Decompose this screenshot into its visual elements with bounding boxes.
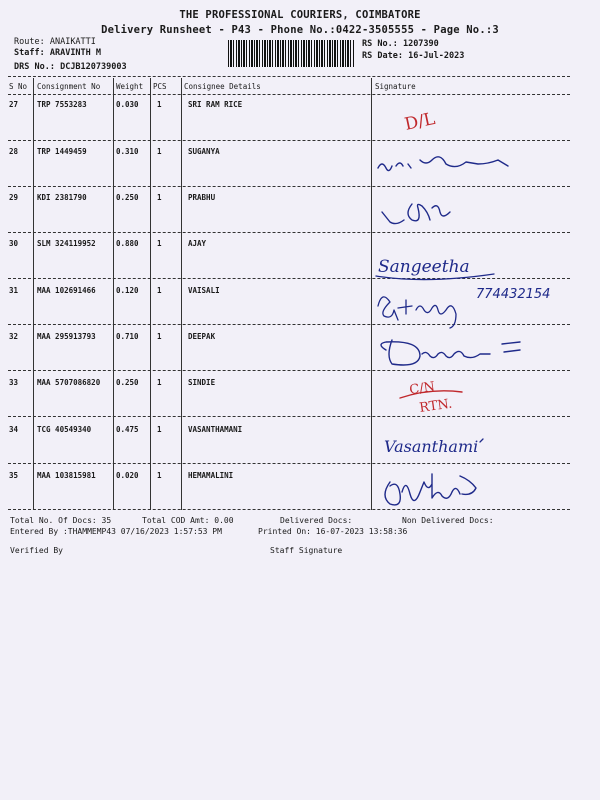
row-pcs: 1: [157, 239, 162, 248]
row-sno: 31: [9, 286, 19, 295]
row-consignee: VAISALI: [188, 286, 220, 295]
rs-date-label: RS Date:: [362, 51, 403, 61]
handwriting-phone: 774432154: [476, 287, 551, 302]
col-sno: S No: [9, 82, 28, 91]
printed-on: Printed On: 16-07-2023 13:58:36: [258, 527, 408, 536]
handwriting-cn: C/N: [408, 379, 437, 398]
row-consignment: MAA 5707086820: [37, 378, 101, 387]
header-top-rule: [8, 76, 570, 77]
signature-row-31: [378, 287, 550, 328]
row-sno: 34: [9, 425, 19, 434]
row-consignment: MAA 102691466: [37, 286, 96, 295]
row-pcs: 1: [157, 147, 162, 156]
row-pcs: 1: [157, 100, 162, 109]
row-consignee: SINDIE: [188, 378, 216, 387]
staff-label: Staff:: [14, 48, 45, 58]
row-sno: 29: [9, 193, 19, 202]
col-signature: Signature: [375, 82, 416, 91]
row-weight: 0.880: [116, 239, 139, 248]
row-pcs: 1: [157, 471, 162, 480]
drs-label: DRS No.:: [14, 62, 55, 72]
col-divider: [181, 78, 182, 510]
row-consignment: KDI 2381790: [37, 193, 87, 202]
entered-by: Entered By :THAMMEMP43 07/16/2023 1:57:53 PM: [10, 527, 222, 536]
route-label: Route:: [14, 37, 45, 47]
row-pcs: 1: [157, 425, 162, 434]
row-weight: 0.250: [116, 193, 139, 202]
staff-line: [14, 48, 101, 58]
route-value: ANAIKATTI: [49, 37, 96, 47]
signature-row-29: [382, 204, 450, 224]
row-consignment: TRP 7553283: [37, 100, 87, 109]
row-consignment: MAA 103815981: [37, 471, 96, 480]
header-bottom-rule: [8, 94, 570, 95]
row-consignee: SUGANYA: [188, 147, 220, 156]
row-sno: 30: [9, 239, 19, 248]
signature-row-34: [384, 437, 483, 456]
signature-row-27: [403, 109, 437, 135]
row-pcs: 1: [157, 332, 162, 341]
row-consignee: VASANTHAMANI: [188, 425, 243, 434]
row-sno: 35: [9, 471, 19, 480]
signature-row-28: [378, 157, 508, 171]
row-consignee: HEMAMALINI: [188, 471, 234, 480]
col-weight: Weight: [116, 82, 144, 91]
row-consignment: TCG 40549340: [37, 425, 92, 434]
handwriting-vasanthami: Vasanthami: [384, 437, 479, 456]
drs-line: [14, 62, 127, 72]
col-divider: [33, 78, 34, 510]
staff-value: ARAVINTH M: [49, 48, 102, 58]
signature-row-35: [385, 474, 476, 505]
rs-date-value: 16-Jul-2023: [408, 51, 465, 61]
verified-by: Verified By: [10, 546, 63, 555]
signature-row-30: [376, 257, 494, 280]
row-consignee: PRABHU: [188, 193, 216, 202]
row-sno: 32: [9, 332, 19, 341]
runsheet-subtitle: Delivery Runsheet - P43 - Phone No.:0422-3505555 - Page No.:3: [101, 24, 499, 36]
col-consignment: Consignment No: [37, 82, 101, 91]
delivered-docs: Delivered Docs:: [280, 516, 353, 525]
row-consignment: TRP 1449459: [37, 147, 87, 156]
signature-row-33: [400, 380, 462, 416]
drs-value: DCJB120739003: [60, 62, 127, 72]
row-weight: 0.120: [116, 286, 139, 295]
handwriting-dl: D/L: [402, 108, 438, 135]
col-consignee: Consignee Details: [184, 82, 261, 91]
rs-date-line: [362, 51, 464, 61]
company-title: THE PROFESSIONAL COURIERS, COIMBATORE: [179, 9, 421, 21]
staff-signature: Staff Signature: [270, 546, 343, 555]
signatures-column: [372, 96, 572, 510]
total-cod: Total COD Amt: 0.00: [142, 516, 234, 525]
row-weight: 0.710: [116, 332, 139, 341]
row-weight: 0.475: [116, 425, 139, 434]
handwriting-sangeetha: Sangeetha: [378, 257, 470, 277]
col-divider: [113, 78, 114, 510]
row-weight: 0.310: [116, 147, 139, 156]
row-consignment: MAA 295913793: [37, 332, 96, 341]
rs-no-line: [362, 39, 439, 49]
row-consignee: SRI RAM RICE: [188, 100, 243, 109]
non-delivered-docs: Non Delivered Docs:: [402, 516, 494, 525]
col-pcs: PCS: [153, 82, 167, 91]
rs-no-label: RS No.:: [362, 39, 398, 49]
rs-no-value: 1207390: [402, 39, 439, 49]
row-consignee: AJAY: [188, 239, 207, 248]
row-weight: 0.250: [116, 378, 139, 387]
barcode: [228, 40, 354, 67]
row-consignee: DEEPAK: [188, 332, 216, 341]
handwriting-rtn: RTN.: [418, 396, 454, 416]
row-sno: 28: [9, 147, 19, 156]
row-sno: 33: [9, 378, 19, 387]
row-weight: 0.020: [116, 471, 139, 480]
signature-row-32: [381, 340, 520, 365]
row-pcs: 1: [157, 286, 162, 295]
col-divider: [150, 78, 151, 510]
row-sno: 27: [9, 100, 19, 109]
row-consignment: SLM 324119952: [37, 239, 96, 248]
route-line: [14, 37, 96, 47]
row-pcs: 1: [157, 193, 162, 202]
total-docs: Total No. Of Docs: 35: [10, 516, 112, 525]
row-weight: 0.030: [116, 100, 139, 109]
row-pcs: 1: [157, 378, 162, 387]
